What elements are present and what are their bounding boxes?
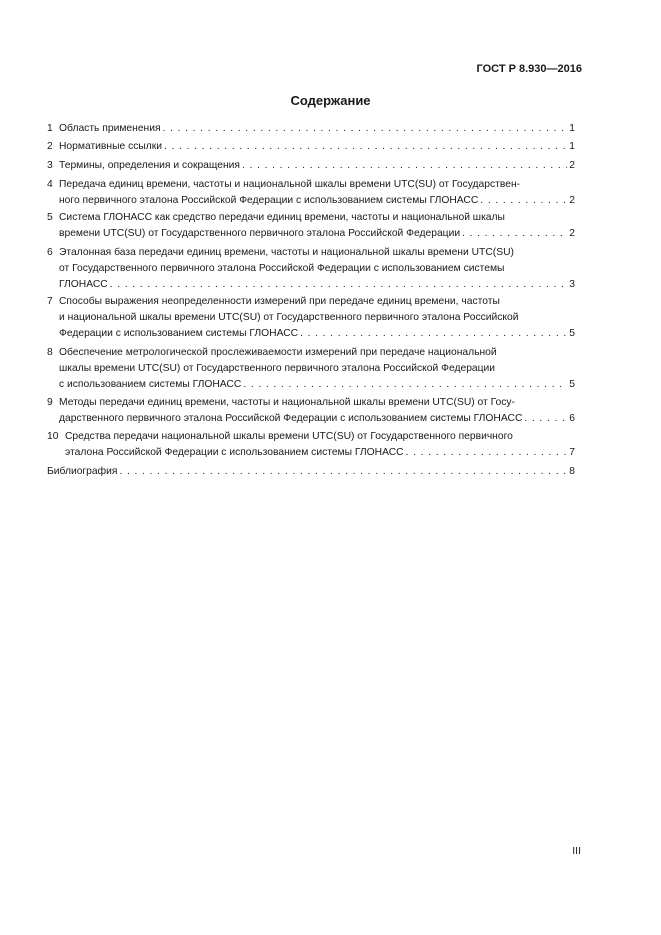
toc-entry-text: Область применения bbox=[59, 123, 161, 134]
toc-entry[interactable] bbox=[47, 121, 575, 137]
toc-entry-text: и национальной шкалы времени UTC(SU) от Государственного первичного эталона Российской bbox=[59, 312, 519, 323]
toc-entry[interactable] bbox=[47, 158, 575, 174]
document-code: ГОСТ Р 8.930—2016 bbox=[476, 63, 582, 75]
toc-page-number: 1 bbox=[569, 123, 575, 134]
toc-entry-text: дарственного первичного эталона Российской Федерации с использованием системы ГЛОНАСС bbox=[59, 413, 523, 424]
toc-entry-number: 7 bbox=[47, 296, 53, 307]
dot-leader bbox=[406, 445, 568, 461]
page-number: III bbox=[572, 845, 581, 857]
toc-entry-text: эталона Российской Федерации с использованием системы ГЛОНАСС bbox=[65, 447, 404, 458]
toc-entry[interactable] bbox=[47, 177, 575, 209]
toc-entry-number: 10 bbox=[47, 431, 59, 442]
toc-entry-text: Эталонная база передачи единиц времени, частоты и национальной шкалы времени UTC(SU) bbox=[59, 247, 514, 258]
toc-entry[interactable] bbox=[47, 429, 575, 461]
toc-page-number: 1 bbox=[569, 141, 575, 152]
toc-entry-text: Нормативные ссылки bbox=[59, 141, 163, 152]
page-title: Содержание bbox=[290, 93, 371, 108]
toc-entry[interactable] bbox=[47, 245, 575, 293]
dot-leader bbox=[243, 377, 567, 393]
toc-entry-number: 2 bbox=[47, 141, 53, 152]
toc-entry-number: 9 bbox=[47, 397, 53, 408]
toc-page-number: 2 bbox=[569, 160, 575, 171]
toc-page-number: 3 bbox=[569, 279, 575, 290]
dot-leader bbox=[480, 193, 567, 209]
toc-entry-text: ного первичного эталона Российской Федерации с использованием системы ГЛОНАСС bbox=[59, 195, 479, 206]
toc-entry-number: 6 bbox=[47, 247, 53, 258]
dot-leader bbox=[300, 326, 567, 342]
dot-leader bbox=[524, 411, 567, 427]
toc-entry-text: Способы выражения неопределенности измерений при передаче единиц времени, частоты bbox=[59, 296, 500, 307]
toc-entry-text: Методы передачи единиц времени, частоты и национальной шкалы времени UTC(SU) от Госу- bbox=[59, 397, 515, 408]
toc-entry[interactable] bbox=[47, 210, 575, 242]
toc-page-number: 8 bbox=[569, 466, 575, 477]
toc-entry-number: 8 bbox=[47, 347, 53, 358]
toc-entry-text: Система ГЛОНАСС как средство передачи единиц времени, частоты и национальной шкалы bbox=[59, 212, 505, 223]
toc-entry-number: 4 bbox=[47, 179, 53, 190]
toc-entry[interactable] bbox=[47, 345, 575, 393]
toc-page-number: 6 bbox=[569, 413, 575, 424]
toc-entry-text: Федерации с использованием системы ГЛОНАСС bbox=[59, 328, 299, 339]
toc-entry-text: с использованием системы ГЛОНАСС bbox=[59, 379, 242, 390]
toc-entry[interactable] bbox=[47, 139, 575, 155]
toc-page-number: 2 bbox=[569, 195, 575, 206]
toc-entry-text: Библиография bbox=[47, 466, 118, 477]
dot-leader bbox=[119, 464, 567, 480]
toc-entry-number: 1 bbox=[47, 123, 53, 134]
toc-entry-number: 3 bbox=[47, 160, 53, 171]
toc-entry[interactable] bbox=[47, 395, 575, 427]
dot-leader bbox=[242, 158, 567, 174]
toc-entry[interactable] bbox=[47, 294, 575, 342]
toc-entry-number: 5 bbox=[47, 212, 53, 223]
toc-entry-text: Термины, определения и сокращения bbox=[59, 160, 240, 171]
toc-entry-text: Средства передачи национальной шкалы времени UTC(SU) от Государственного первичного bbox=[65, 431, 513, 442]
dot-leader bbox=[110, 277, 568, 293]
toc-entry-text: от Государственного первичного эталона Российской Федерации с использованием системы bbox=[59, 263, 505, 274]
toc-entry-text: времени UTC(SU) от Государственного первичного эталона Российской Федерации bbox=[59, 228, 461, 239]
dot-leader bbox=[462, 226, 567, 242]
toc-page-number: 5 bbox=[569, 328, 575, 339]
toc-entry-text: ГЛОНАСС bbox=[59, 279, 108, 290]
toc-page-number: 5 bbox=[569, 379, 575, 390]
toc-entry-text: шкалы времени UTC(SU) от Государственного первичного эталона Российской Федерации bbox=[59, 363, 496, 374]
dot-leader bbox=[164, 139, 567, 155]
dot-leader bbox=[163, 121, 568, 137]
toc-entry-text: Передача единиц времени, частоты и национальной шкалы времени UTC(SU) от Государствен- bbox=[59, 179, 521, 190]
toc-page-number: 7 bbox=[569, 447, 575, 458]
toc-entry[interactable] bbox=[47, 464, 575, 480]
toc-page-number: 2 bbox=[569, 228, 575, 239]
toc-entry-text: Обеспечение метрологической прослеживаемости измерений при передаче национальной bbox=[59, 347, 497, 358]
